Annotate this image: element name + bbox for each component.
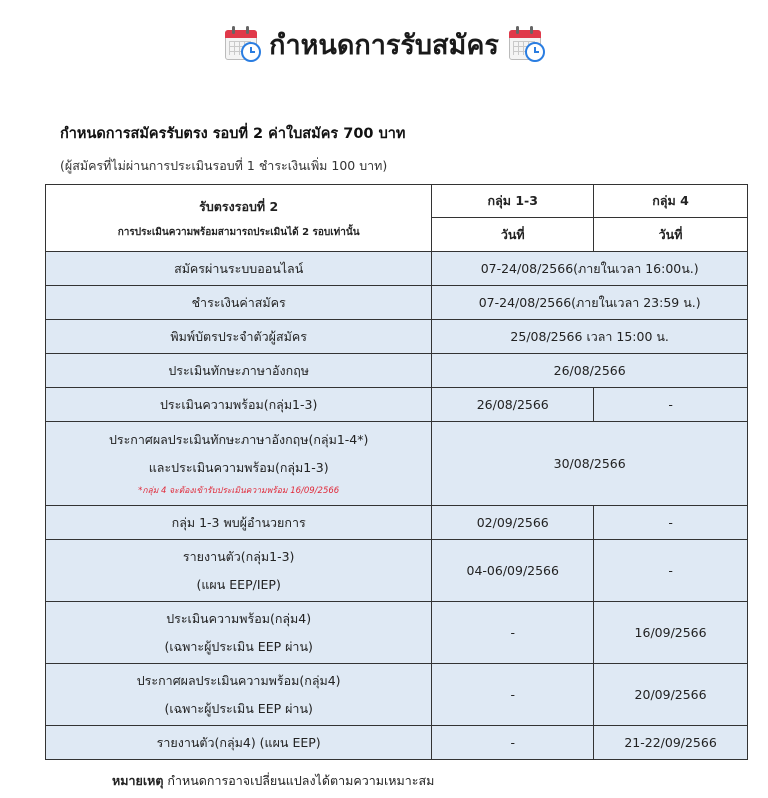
page-header bbox=[0, 18, 768, 70]
date-cell-group-b: - bbox=[594, 388, 748, 422]
header-group-a: กลุ่ม 1-3 bbox=[432, 185, 594, 218]
date-cell: 07-24/08/2566(ภายในเวลา 16:00น.) bbox=[432, 252, 748, 286]
header-group-b: กลุ่ม 4 bbox=[594, 185, 748, 218]
calendar-clock-icon bbox=[509, 26, 543, 62]
activity-cell bbox=[46, 540, 432, 602]
footer-text: กำหนดการอาจเปลี่ยนแปลงได้ตามความเหมาะสม bbox=[163, 773, 435, 788]
date-cell-group-a: 04-06/09/2566 bbox=[432, 540, 594, 602]
table-row bbox=[46, 422, 748, 506]
header-round-title: รับตรงรอบที่ 2 bbox=[199, 198, 279, 214]
calendar-clock-icon bbox=[225, 26, 259, 62]
table-row bbox=[46, 320, 748, 354]
date-cell: 30/08/2566 bbox=[432, 422, 748, 506]
activity-cell: สมัครผ่านระบบออนไลน์ bbox=[46, 252, 432, 286]
date-cell-group-a: - bbox=[432, 726, 594, 760]
header-round-cell bbox=[46, 185, 432, 252]
date-cell-group-b: 21-22/09/2566 bbox=[594, 726, 748, 760]
activity-cell: กลุ่ม 1-3 พบผู้อำนวยการ bbox=[46, 506, 432, 540]
table-row bbox=[46, 286, 748, 320]
footer-label: หมายเหตุ bbox=[112, 773, 164, 788]
footer-note bbox=[112, 771, 434, 791]
date-cell: 26/08/2566 bbox=[432, 354, 748, 388]
schedule-table bbox=[45, 184, 748, 760]
activity-line: รายงานตัว(กลุ่ม1-3) bbox=[182, 548, 295, 564]
date-cell: 07-24/08/2566(ภายในเวลา 23:59 น.) bbox=[432, 286, 748, 320]
table-row bbox=[46, 354, 748, 388]
date-cell-group-b: 20/09/2566 bbox=[594, 664, 748, 726]
activity-line: และประเมินความพร้อม(กลุ่ม1-3) bbox=[148, 460, 329, 475]
table-row bbox=[46, 252, 748, 286]
header-round-note: การประเมินความพร้อมสามารถประเมินได้ 2 รอบเท่านั้น bbox=[117, 226, 360, 238]
activity-line: (เฉพาะผู้ประเมิน EEP ผ่าน) bbox=[164, 700, 313, 716]
header-date-a: วันที่ bbox=[432, 218, 594, 252]
activity-cell: ประเมินความพร้อม(กลุ่ม1-3) bbox=[46, 388, 432, 422]
table-row bbox=[46, 664, 748, 726]
date-cell-group-b: - bbox=[594, 506, 748, 540]
date-cell: 25/08/2566 เวลา 15:00 น. bbox=[432, 320, 748, 354]
date-cell-group-a: - bbox=[432, 664, 594, 726]
date-cell-group-a: 02/09/2566 bbox=[432, 506, 594, 540]
table-row bbox=[46, 540, 748, 602]
activity-cell: รายงานตัว(กลุ่ม4) (แผน EEP) bbox=[46, 726, 432, 760]
page-title: กำหนดการรับสมัคร bbox=[269, 29, 499, 61]
group4-note: *กลุ่ม 4 จะต้องเข้ารับประเมินความพร้อม 16/09/2566 bbox=[138, 486, 340, 496]
header-date-b: วันที่ bbox=[594, 218, 748, 252]
activity-cell: ประเมินทักษะภาษาอังกฤษ bbox=[46, 354, 432, 388]
schedule-heading: กำหนดการสมัครรับตรง รอบที่ 2 ค่าใบสมัคร 700 บาท bbox=[60, 126, 406, 142]
activity-line: ประเมินความพร้อม(กลุ่ม4) bbox=[166, 610, 312, 626]
activity-line: ประกาศผลประเมินทักษะภาษาอังกฤษ(กลุ่ม1-4*) bbox=[108, 432, 369, 447]
activity-cell bbox=[46, 422, 432, 506]
date-cell-group-a: - bbox=[432, 602, 594, 664]
table-row bbox=[46, 506, 748, 540]
date-cell-group-a: 26/08/2566 bbox=[432, 388, 594, 422]
table-row bbox=[46, 388, 748, 422]
activity-cell bbox=[46, 602, 432, 664]
date-cell-group-b: 16/09/2566 bbox=[594, 602, 748, 664]
date-cell-group-b: - bbox=[594, 540, 748, 602]
activity-cell: ชำระเงินค่าสมัคร bbox=[46, 286, 432, 320]
activity-line: (เฉพาะผู้ประเมิน EEP ผ่าน) bbox=[164, 638, 313, 654]
activity-line: (แผน EEP/IEP) bbox=[196, 576, 281, 592]
activity-cell bbox=[46, 664, 432, 726]
activity-line: ประกาศผลประเมินความพร้อม(กลุ่ม4) bbox=[136, 672, 341, 688]
table-row bbox=[46, 602, 748, 664]
schedule-subheading: (ผู้สมัครที่ไม่ผ่านการประเมินรอบที่ 1 ชำระเงินเพิ่ม 100 บาท) bbox=[60, 158, 388, 173]
activity-cell: พิมพ์บัตรประจำตัวผู้สมัคร bbox=[46, 320, 432, 354]
table-row bbox=[46, 726, 748, 760]
